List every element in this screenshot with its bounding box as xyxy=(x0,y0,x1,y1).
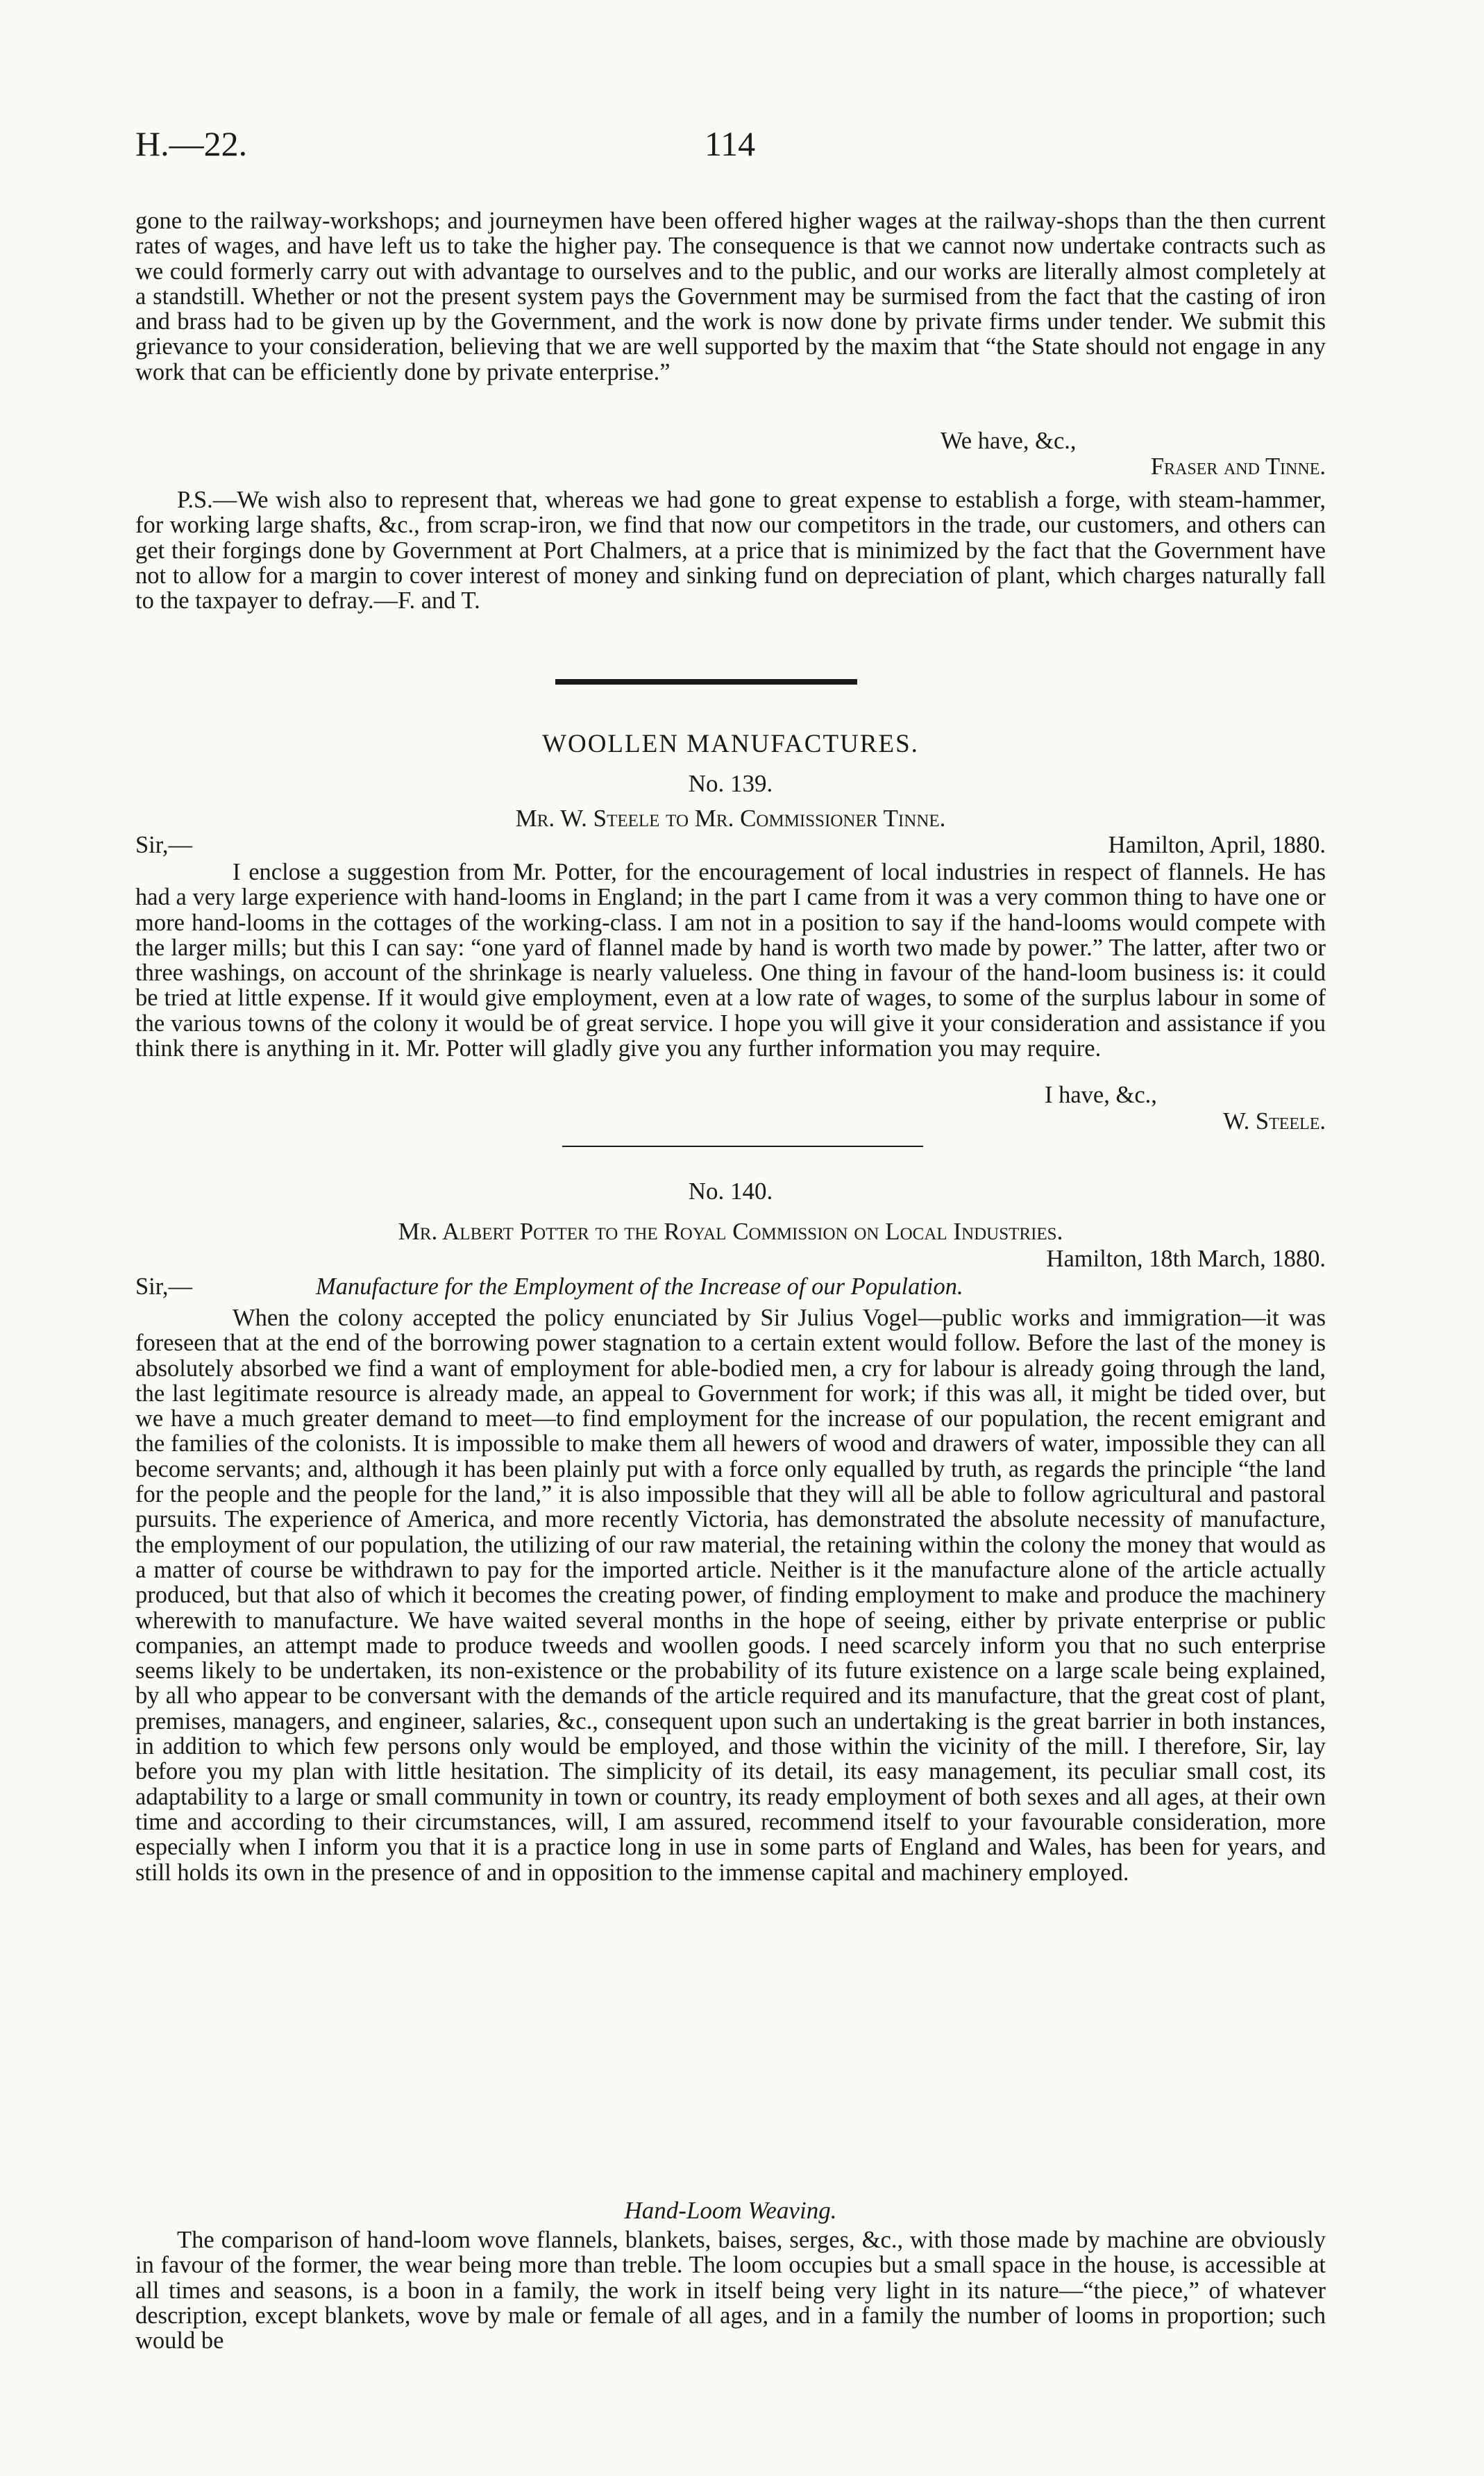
letter-139-closing: I have, &c., xyxy=(1045,1082,1157,1108)
letter-140-body-continued: The comparison of hand-loom wove flannels, blankets, baises, serges, &c., with those made by machine are obviously in favour of the former, the wear being more than treble. The loom occupies but a small space in the house, is accessible at all times and seasons, is a boon in a family, the work in itself being very light in its nature—“the piece,” of whatever description, except blankets, wove by male or female of all ages, and in a family the number of looms in proportion; such would be xyxy=(135,2227,1326,2354)
letter-139-signature: W. Steele. xyxy=(1223,1108,1326,1135)
postscript: P.S.—We wish also to represent that, whereas we had gone to great expense to establish a forge, with steam-hammer, for working large shafts, &c., from scrap-iron, we find that now our competitors in the trade, our customers, and others can get their forgings done by Government at Port Chalmers, at a price that is minimized by the fact that the Government have not to allow for a margin to cover interest of money and sinking fund on depreciation of plant, which charges naturally fall to the taxpayer to defray.—F. and T. xyxy=(135,487,1326,614)
top-letter-signature: Fraser and Tinne. xyxy=(1150,453,1326,480)
letter-139-heading: Mr. W. Steele to Mr. Commissioner Tinne. xyxy=(515,805,946,832)
letter-140-heading: Mr. Albert Potter to the Royal Commission on Local Industries. xyxy=(398,1218,1063,1245)
document-reference: H.—22. xyxy=(135,124,248,163)
letter-139-body: I enclose a suggestion from Mr. Potter, for the encouragement of local industries in respect of flannels. He has had a very large experience with hand-looms in England; in the part I came from it was a very common thing to have one or more hand-looms in the cottages of the working-class. I am not in a position to say if the hand-looms would compete with the larger mills; but this I can say: “one yard of flannel made by hand is worth two made by power.” The latter, after two or three washings, on account of the shrinkage is nearly valueless. One thing in favour of the hand-loom business is: it could be tried at little expense. If it would give employment, even at a low rate of wages, to some of the surplus labour in some of the various towns of the colony it would be of great service. I hope you will give it your consideration and assistance if you think there is anything in it. Mr. Potter will gladly give you any further information you may require. xyxy=(135,859,1326,1062)
subheading-hand-loom: Hand-Loom Weaving. xyxy=(624,2197,837,2224)
letter-140-number: No. 140. xyxy=(688,1178,773,1205)
section-divider xyxy=(555,679,857,685)
page-header xyxy=(135,124,1349,165)
letter-divider xyxy=(562,1146,923,1147)
top-letter-closing: We have, &c., xyxy=(941,428,1077,454)
letter-140-subject: Manufacture for the Employment of the Increase of our Population. xyxy=(316,1273,963,1300)
letter-140-place-date: Hamilton, 18th March, 1880. xyxy=(1046,1246,1326,1272)
letter-139-number: No. 139. xyxy=(688,770,773,797)
letter-140-body: When the colony accepted the policy enunciated by Sir Julius Vogel—public works and immigration—it was foreseen that at the end of the borrowing power stagnation to a certain extent would follow. Before the last of the money is absolutely absorbed we find a want of employment for able-bodied men, a cry for labour is already going through the land, the last legitimate resource is already made, an appeal to Government for work; if this was all, it might be tided over, but we have a much greater demand to meet—to find employment for the increase of our population, the recent emigrant and the families of the colonists. It is impossible to make them all hewers of wood and drawers of water, impossible they can all become servants; and, although it has been plainly put with a force only equalled by truth, as regards the principle “the land for the people and the people for the land,” it is also impossible that they will all be able to follow agricultural and pastoral pursuits. The experience of America, and more recently Victoria, has demonstrated the absolute necessity of manufacture, the employment of our population, the utilizing of our raw material, the retaining within the colony the money that would as a matter of course be withdrawn to pay for the imported article. Neither is it the manufacture alone of the article actually produced, but that also of which it becomes the creating power, of finding employment to make and produce the machinery wherewith to manufacture. We have waited several months in the hope of seeing, either by private enterprise or public companies, an attempt made to produce tweeds and woollen goods. I need scarcely inform you that no such enterprise seems likely to be undertaken, its non-existence or the probability of its future existence on a large scale being explained, by all who appear to be conversant with the demands of the article required and its manufacture, that the great cost of plant, premises, managers, and engineer, salaries, &c., consequent upon such an undertaking is the great barrier in both instances, in addition to which few persons only would be employed, and those within the vicinity of the mill. I therefore, Sir, lay before you my plan with little hesitation. The simplicity of its detail, its easy management, its peculiar small cost, its adaptability to a large or small community in town or country, its ready employment of both sexes and all ages, at their own time and according to their circumstances, will, I am assured, recommend itself to your favourable consideration, more especially when I inform you that it is a practice long in use in some parts of England and Wales, has been for years, and still holds its own in the presence of and in opposition to the immense capital and machinery employed. xyxy=(135,1305,1326,1886)
letter-139-salutation: Sir,— xyxy=(135,832,193,858)
page-number: 114 xyxy=(705,124,756,163)
letter-140-salutation: Sir,— xyxy=(135,1273,193,1300)
letter-139-place-date: Hamilton, April, 1880. xyxy=(1108,832,1326,858)
top-letter-paragraph: gone to the railway-workshops; and journeymen have been offered higher wages at the railway-shops than the then current rates of wages, and have left us to take the higher pay. The consequence is that we cannot now undertake contracts such as we could formerly carry out with advantage to ourselves and to the public, and our works are literally almost completely at a standstill. Whether or not the present system pays the Government may be surmised from the fact that the casting of iron and brass had to be given up by the Government, and the work is now done by private firms under tender. We submit this grievance to your consideration, believing that we are well supported by the maxim that “the State should not engage in any work that can be efficiently done by private enterprise.” xyxy=(135,208,1326,385)
section-title: WOOLLEN MANUFACTURES. xyxy=(542,730,919,758)
